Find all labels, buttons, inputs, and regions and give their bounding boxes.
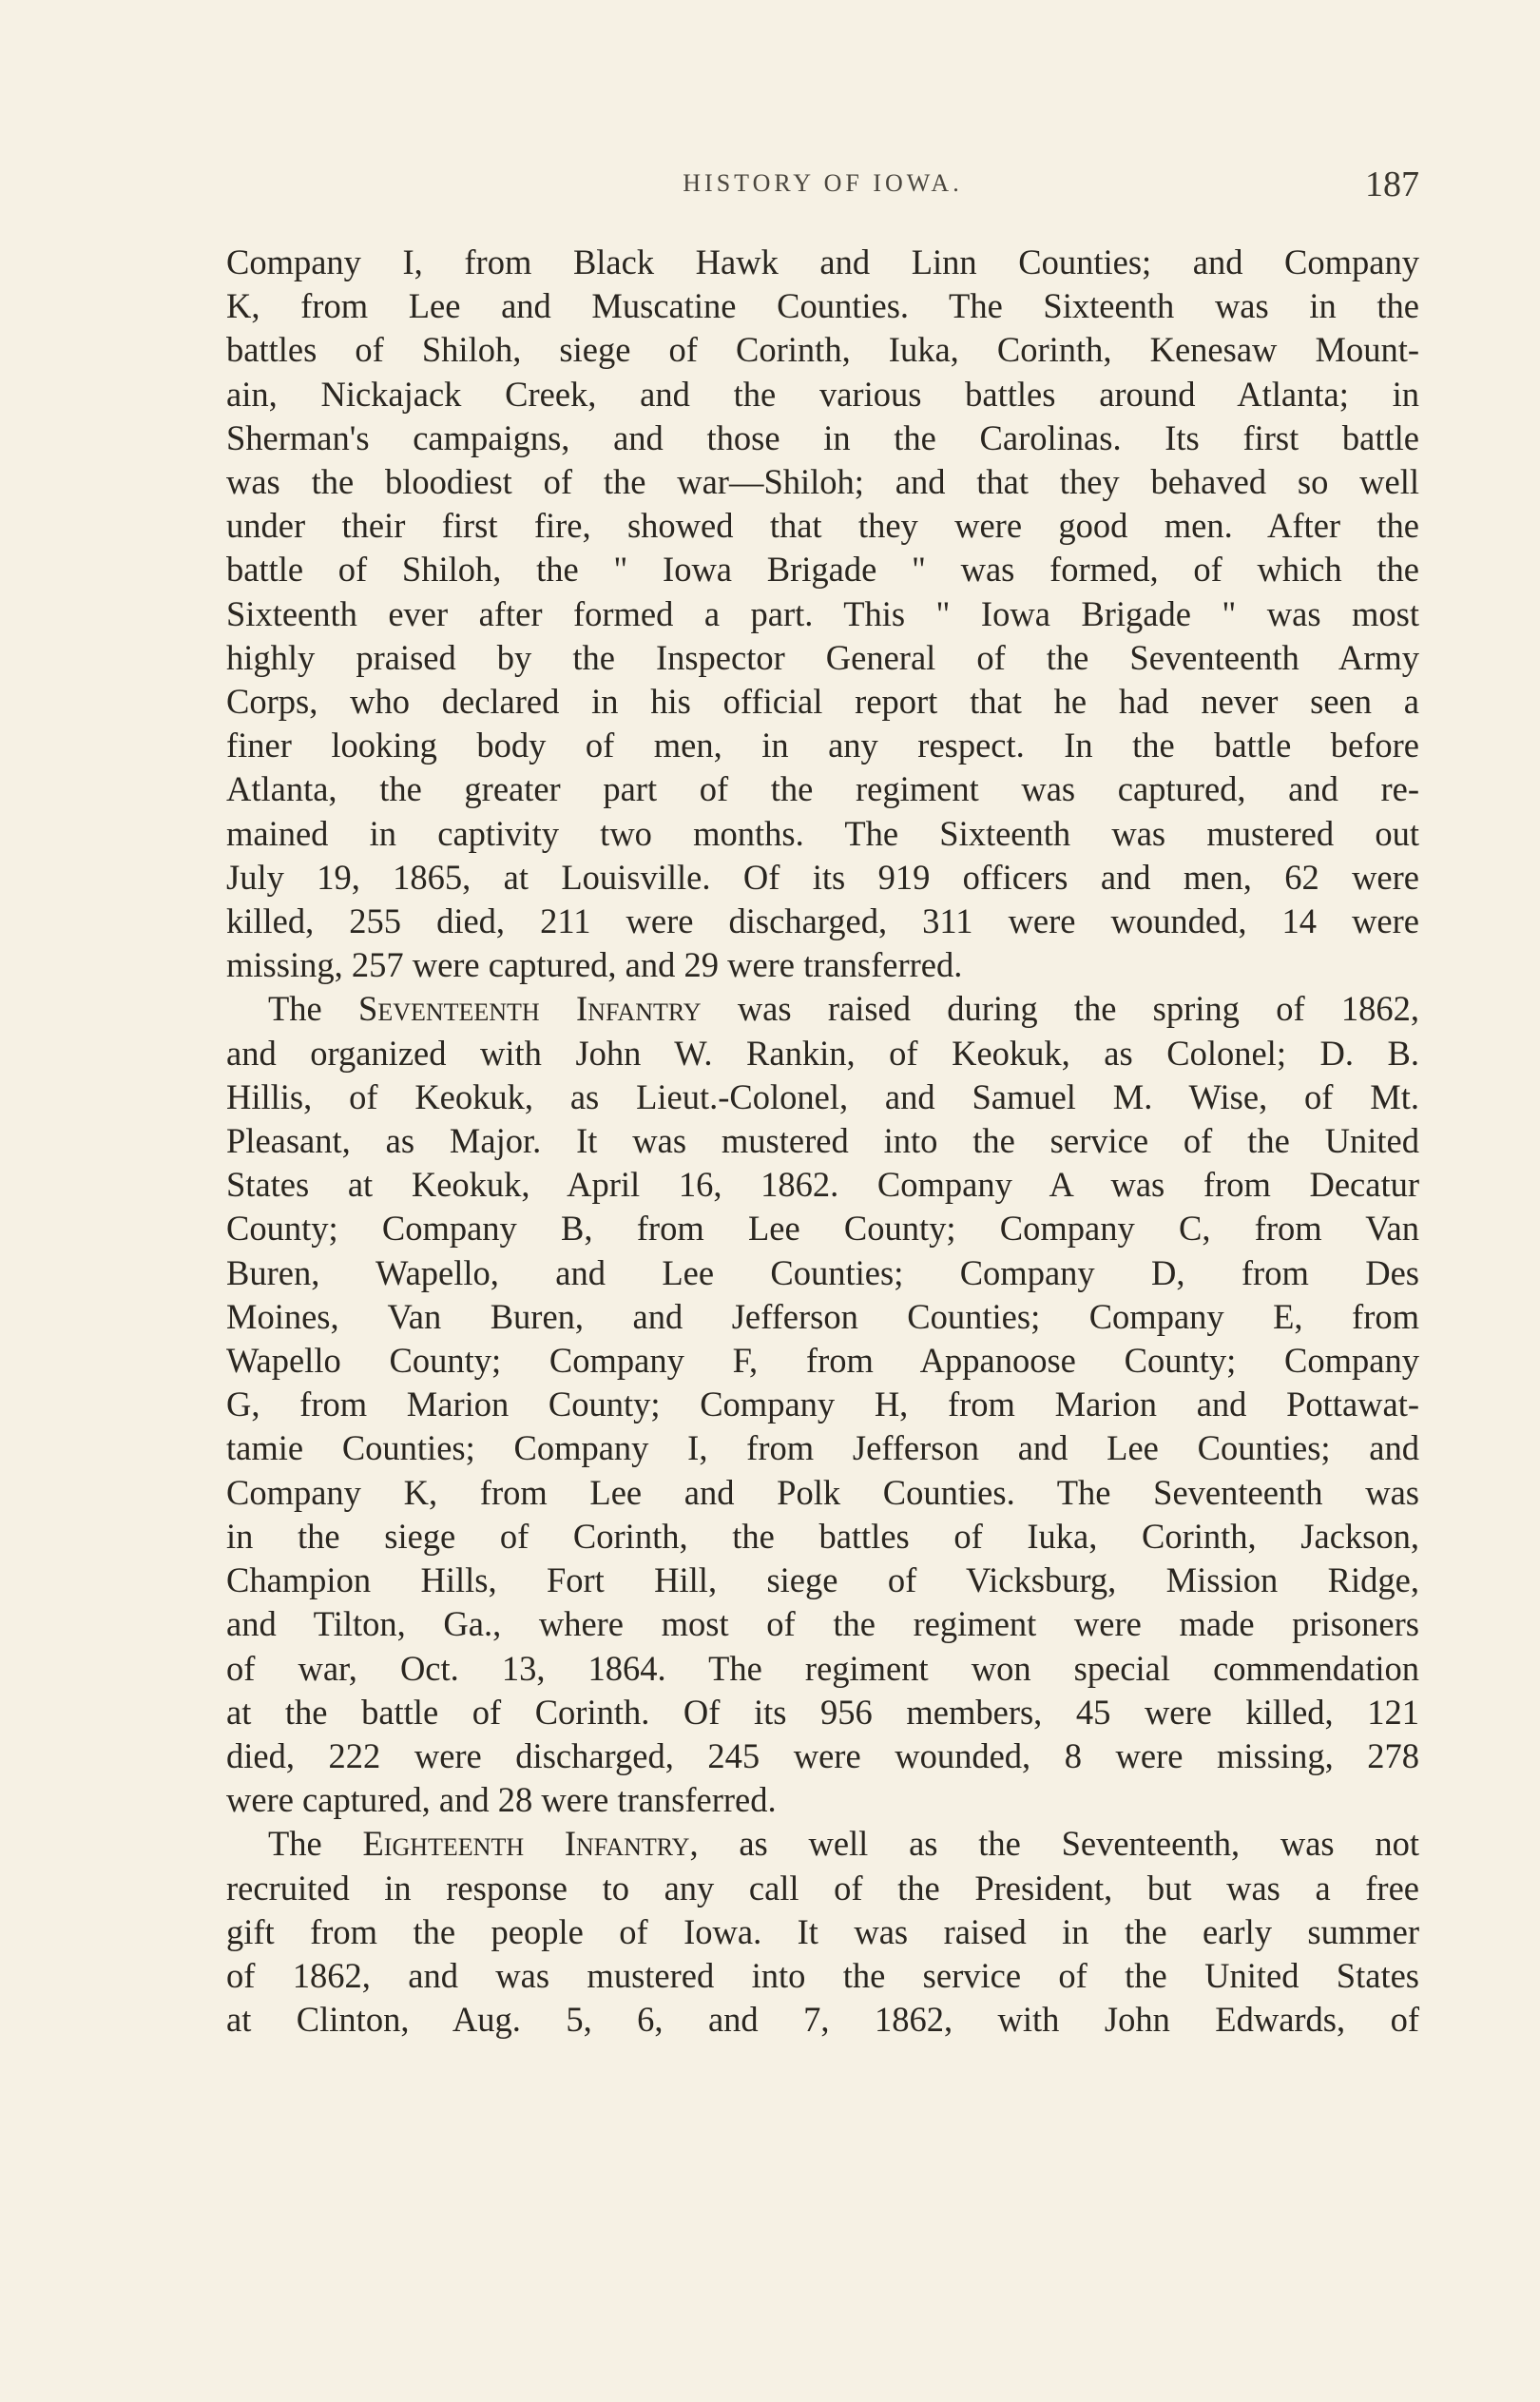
body-text	[226, 241, 1419, 2042]
text-line: Company I, from Black Hawk and Linn Counties; and Company	[226, 242, 1419, 281]
running-title: HISTORY OF IOWA.	[683, 169, 963, 197]
text-line: missing, 257 were captured, and 29 were transferred.	[226, 945, 963, 985]
text-line: of war, Oct. 13, 1864. The regiment won special commendation	[226, 1648, 1419, 1688]
text-line: Company K, from Lee and Polk Counties. The Seventeenth was	[226, 1472, 1419, 1512]
text-fragment: , as well as the Seventeenth, was not	[689, 1824, 1420, 1864]
text-line: ain, Nickajack Creek, and the various battles around Atlanta; in	[226, 374, 1419, 414]
text-line: G, from Marion County; Company H, from Marion and Pottawat-	[226, 1385, 1419, 1424]
text-line: July 19, 1865, at Louisville. Of its 919 officers and men, 62 were	[226, 857, 1419, 897]
text-line: Moines, Van Buren, and Jefferson Counties; Company E, from	[226, 1296, 1419, 1336]
paragraph-sixteenth-infantry	[226, 241, 1419, 987]
text-fragment: The	[268, 989, 359, 1029]
page-number: 187	[1365, 165, 1419, 204]
text-line: battles of Shiloh, siege of Corinth, Iuka, Corinth, Kenesaw Mount-	[226, 330, 1419, 370]
text-fragment: was raised during the spring of 1862,	[701, 989, 1419, 1029]
text-line: under their first fire, showed that they were good men. After the	[226, 506, 1419, 546]
paragraph-first-line	[226, 1822, 1419, 1866]
text-line: K, from Lee and Muscatine Counties. The Sixteenth was in the	[226, 286, 1419, 326]
text-line: gift from the people of Iowa. It was raised in the early summer	[226, 1911, 1419, 1951]
text-line: highly praised by the Inspector General of the Seventeenth Army	[226, 637, 1419, 677]
text-line: killed, 255 died, 211 were discharged, 311 were wounded, 14 were	[226, 901, 1419, 941]
text-line: were captured, and 28 were transferred.	[226, 1780, 777, 1820]
text-line: Atlanta, the greater part of the regiment was captured, and re-	[226, 769, 1419, 809]
text-line: tamie Counties; Company I, from Jefferson and Lee Counties; and	[226, 1428, 1419, 1468]
text-line: mained in captivity two months. The Sixteenth was mustered out	[226, 813, 1419, 853]
text-line: States at Keokuk, April 16, 1862. Company A was from Decatur	[226, 1165, 1419, 1205]
text-line: Pleasant, as Major. It was mustered into the service of the United	[226, 1121, 1419, 1161]
text-line: Buren, Wapello, and Lee Counties; Company D, from Des	[226, 1252, 1419, 1292]
text-line: was the bloodiest of the war—Shiloh; and that they behaved so well	[226, 462, 1419, 502]
text-line: finer looking body of men, in any respect. In the battle before	[226, 726, 1419, 765]
text-line: Sherman's campaigns, and those in the Carolinas. Its first battle	[226, 417, 1419, 457]
text-line: and Tilton, Ga., where most of the regiment were made prisoners	[226, 1604, 1419, 1644]
paragraph-first-line	[226, 987, 1419, 1031]
text-line: Wapello County; Company F, from Appanoose County; Company	[226, 1341, 1419, 1381]
text-line: at Clinton, Aug. 5, 6, and 7, 1862, with John Edwards, of	[226, 2000, 1419, 2040]
text-line: in the siege of Corinth, the battles of Iuka, Corinth, Jackson,	[226, 1516, 1419, 1556]
text-line: Hillis, of Keokuk, as Lieut.-Colonel, and Samuel M. Wise, of Mt.	[226, 1076, 1419, 1116]
text-line: Corps, who declared in his official report that he had never seen a	[226, 682, 1419, 722]
regiment-name: Eighteenth Infantry	[362, 1824, 690, 1864]
text-line: Champion Hills, Fort Hill, siege of Vicksburg, Mission Ridge,	[226, 1560, 1419, 1600]
paragraph-eighteenth-infantry	[226, 1822, 1419, 2042]
text-line: recruited in response to any call of the President, but was a free	[226, 1868, 1419, 1908]
paragraph-seventeenth-infantry	[226, 987, 1419, 1822]
text-line: died, 222 were discharged, 245 were wounded, 8 were missing, 278	[226, 1735, 1419, 1775]
text-line: battle of Shiloh, the " Iowa Brigade " was formed, of which the	[226, 550, 1419, 590]
text-line: of 1862, and was mustered into the service of the United States	[226, 1955, 1419, 1995]
page-header	[226, 164, 1419, 211]
text-line: and organized with John W. Rankin, of Keokuk, as Colonel; D. B.	[226, 1033, 1419, 1073]
regiment-name: Seventeenth Infantry	[358, 989, 702, 1029]
text-line: County; Company B, from Lee County; Company C, from Van	[226, 1209, 1419, 1249]
text-line: Sixteenth ever after formed a part. This " Iowa Brigade " was most	[226, 593, 1419, 633]
text-line: at the battle of Corinth. Of its 956 members, 45 were killed, 121	[226, 1692, 1419, 1732]
text-fragment: The	[268, 1824, 363, 1864]
